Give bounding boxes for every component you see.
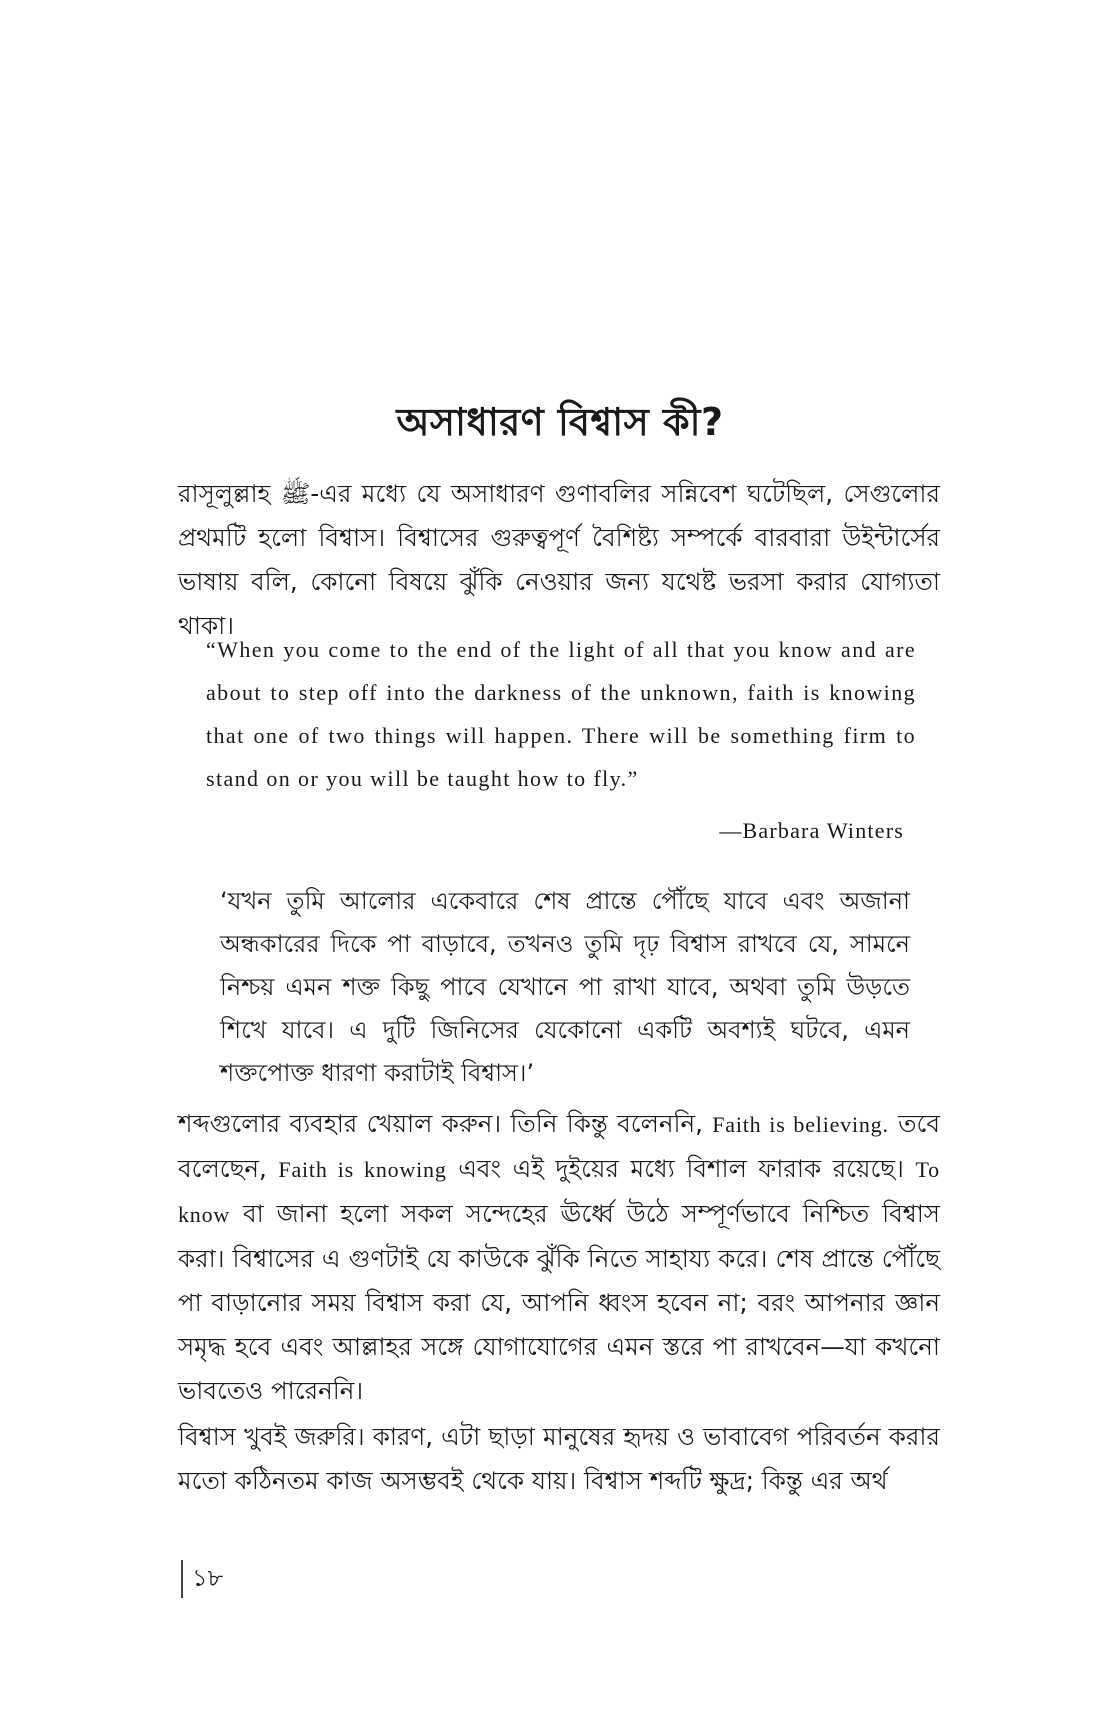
page-number: ১৮: [192, 1564, 224, 1592]
paragraph-intro: রাসূলুল্লাহ ﷺ-এর মধ্যে যে অসাধারণ গুণাবলির সন্নিবেশ ঘটেছিল, সেগুলোর প্রথমটি হলো বিশ্বাস। বিশ্বাসের গুরুত্বপূর্ণ বৈশিষ্ট্য সম্পর্কে বারবারা উইন্টার্সের ভাষায় বলি, কোনো বিষয়ে ঝুঁকি নেওয়ার জন্য যথেষ্ট ভরসা করার যোগ্যতা থাকা।: [178, 479, 940, 640]
chapter-heading: অসাধারণ বিশ্বাস কী?: [396, 400, 724, 445]
paragraph-text-segment: এবং এই দুইয়ের মধ্যে বিশাল ফারাক রয়েছে।: [446, 1154, 916, 1183]
english-quote: “When you come to the end of the light of all that you know and are about to step off into the darkness of the unknown, faith is knowing that one of two things will happen. There will be something firm to stand on or you will be taught how to fly.”: [206, 637, 916, 791]
english-phrase: Faith is believing.: [712, 1112, 889, 1137]
paragraph-text-segment: তবে বলেছেন,: [178, 1109, 940, 1183]
paragraph-text-segment: শব্দগুলোর ব্যবহার খেয়াল করুন। তিনি কিন্তু বলেননি,: [178, 1109, 713, 1138]
paragraph-faith-importance: বিশ্বাস খুবই জরুরি। কারণ, এটা ছাড়া মানুষের হৃদয় ও ভাবাবেগ পরিবর্তন করার মতো কঠিনতম কাজ অসম্ভবই থেকে যায়। বিশ্বাস শব্দটি ক্ষুদ্র; কিন্তু এর অর্থ: [178, 1422, 940, 1495]
quote-attribution: —Barbara Winters: [719, 818, 904, 843]
bangla-quote-translation: ‘যখন তুমি আলোর একেবারে শেষ প্রান্তে পৌঁছে যাবে এবং অজানা অন্ধকারের দিকে পা বাড়াবে, তখনও তুমি দৃঢ় বিশ্বাস রাখবে যে, সামনে নিশ্চয় এমন শক্ত কিছু পাবে যেখানে পা রাখা যাবে, অথবা তুমি উড়তে শিখে যাবে। এ দুটি জিনিসের যেকোনো একটি অবশ্যই ঘটবে, এমন শক্তপোক্ত ধারণা করাটাই বিশ্বাস।’: [220, 887, 910, 1087]
english-phrase: To know: [178, 1157, 940, 1227]
footer-divider: [181, 1560, 183, 1598]
paragraph-text-segment: বা জানা হলো সকল সন্দেহের ঊর্ধ্বে উঠে সম্পূর্ণভাবে নিশ্চিত বিশ্বাস করা। বিশ্বাসের এ গুণটাই যে কাউকে ঝুঁকি নিতে সাহায্য করে। শেষ প্রান্তে পৌঁছে পা বাড়ানোর সময় বিশ্বাস করা যে, আপনি ধ্বংস হবেন না; বরং আপনার জ্ঞান সমৃদ্ধ হবে এবং আল্লাহর সঙ্গে যোগাযোগের এমন স্তরে পা রাখবেন—যা কখনো ভাবতেও পারেননি।: [178, 1199, 940, 1405]
english-phrase: Faith is knowing: [278, 1157, 447, 1182]
paragraph-faith-knowing: [178, 1102, 940, 1413]
